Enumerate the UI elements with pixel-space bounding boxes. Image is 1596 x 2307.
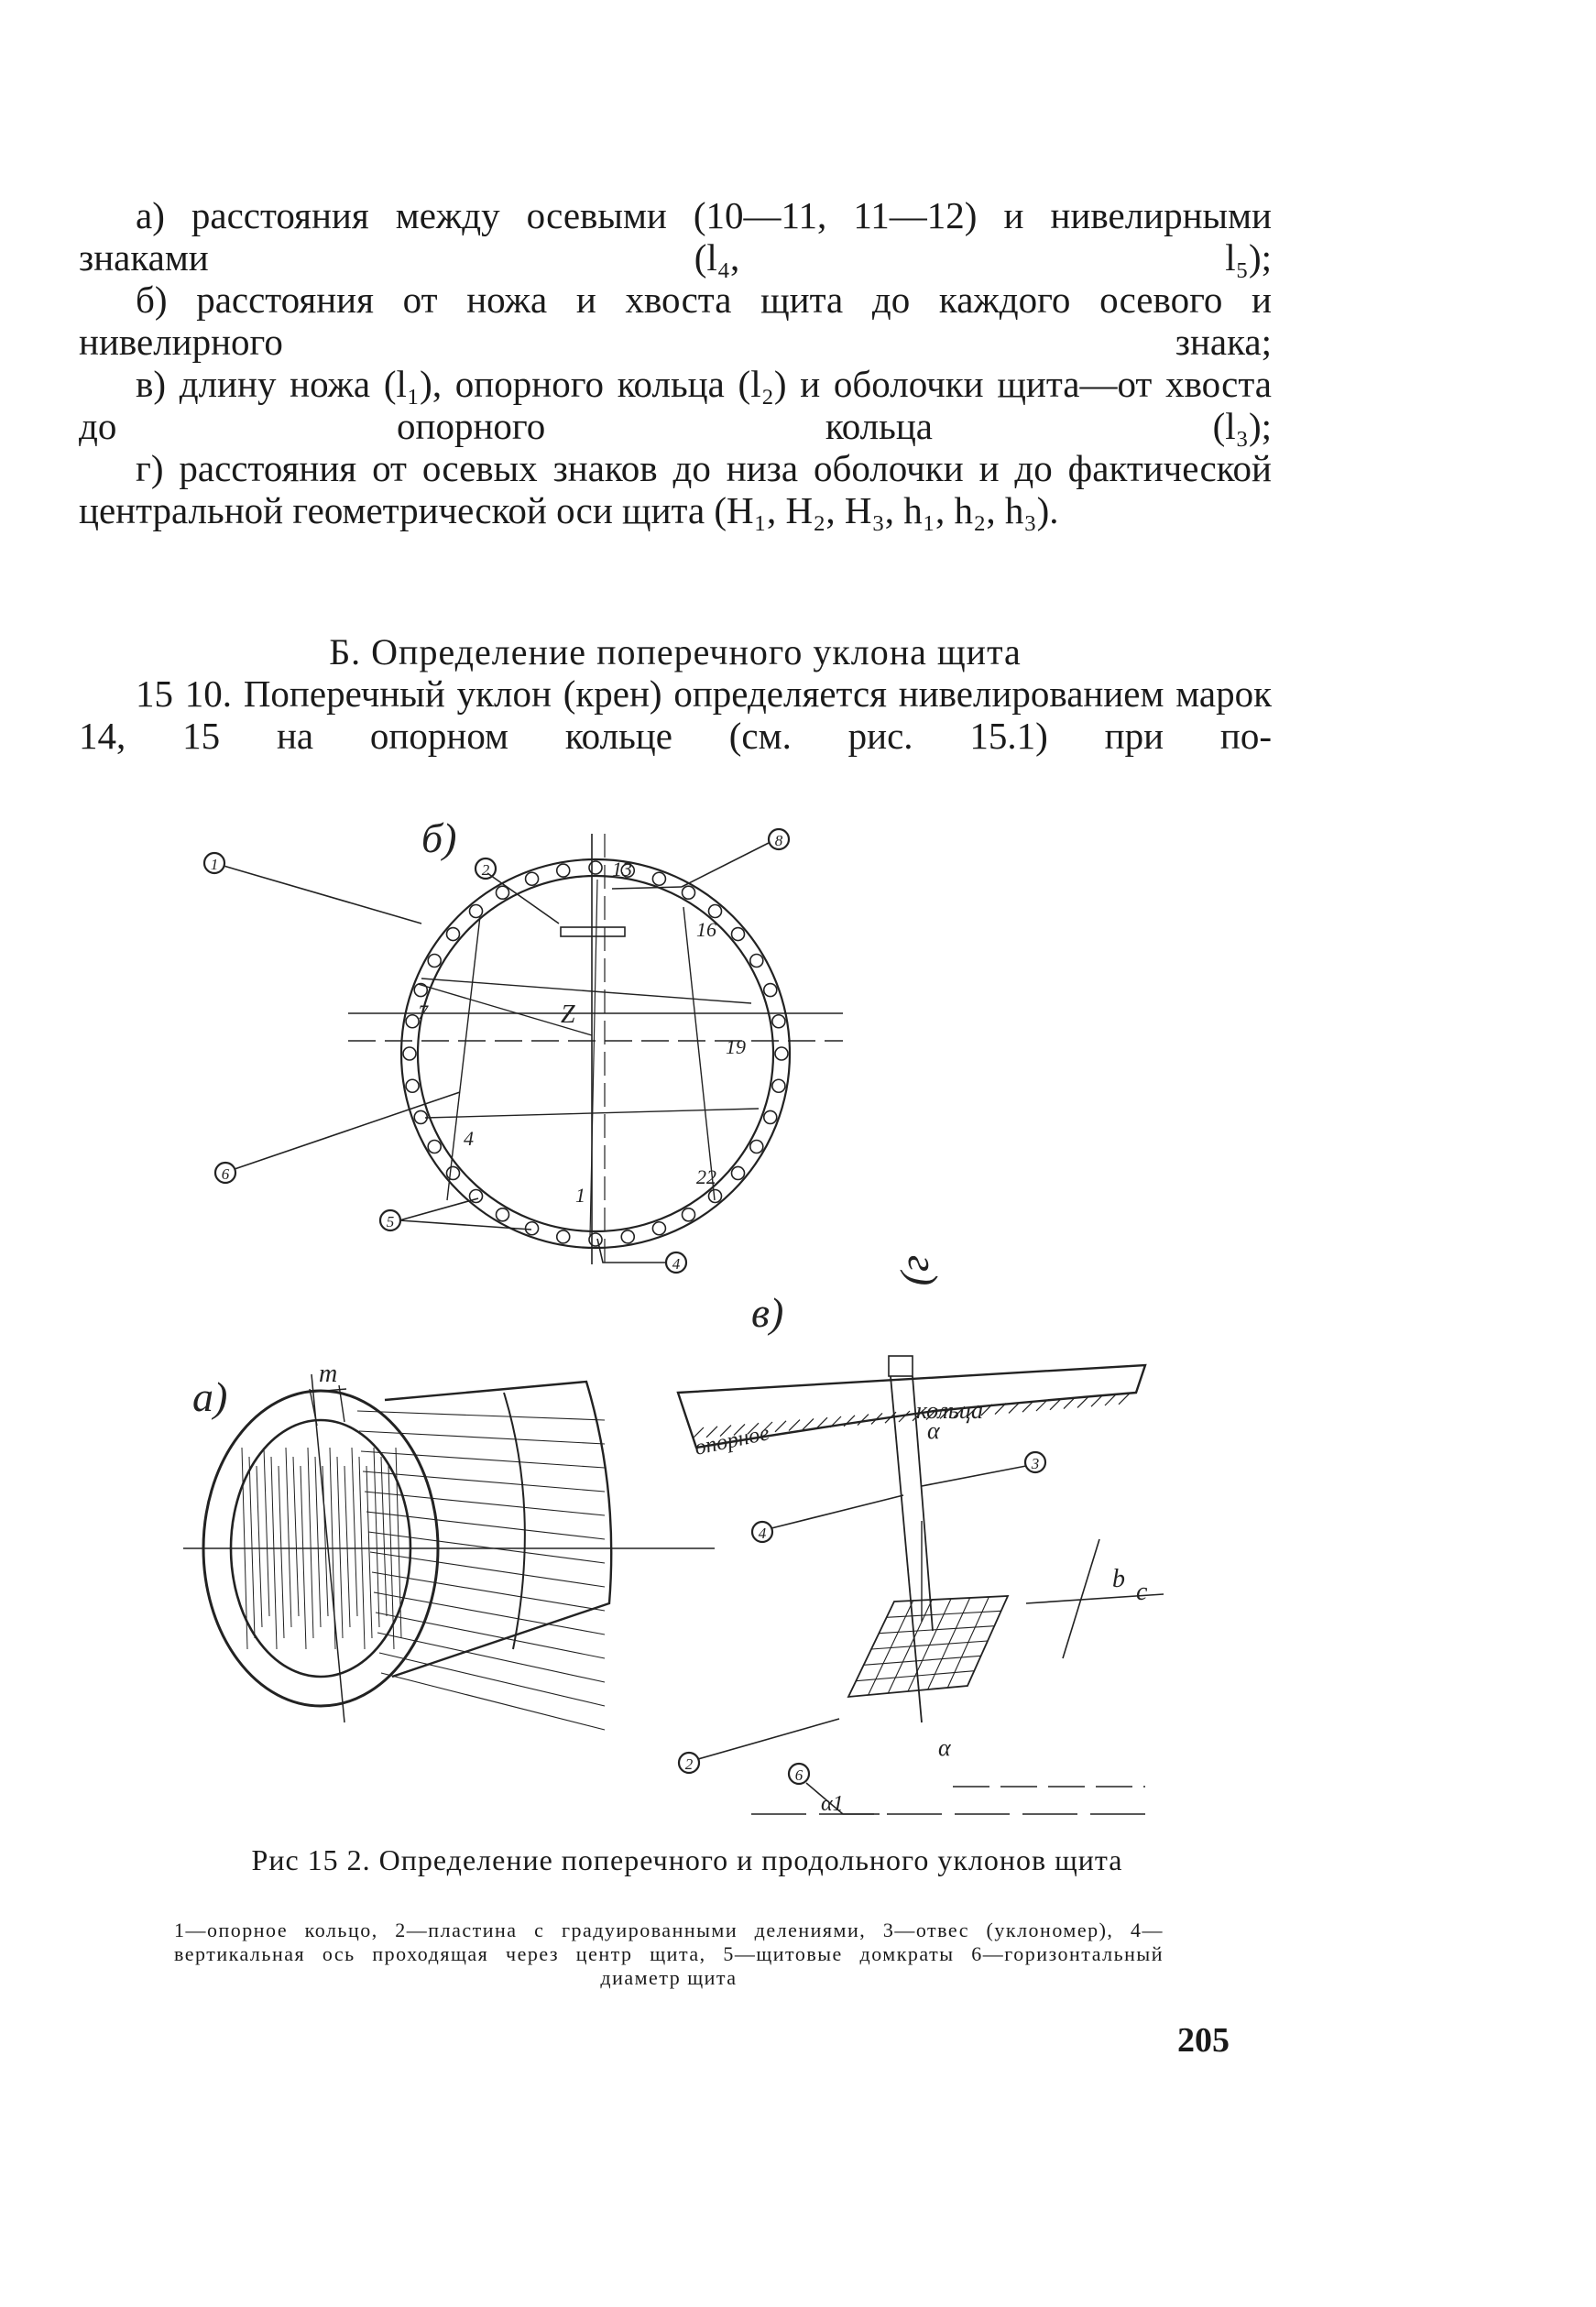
mark-22: 22 — [696, 1165, 716, 1188]
callout-8-label: 8 — [774, 832, 783, 849]
angle-c: c — [1136, 1578, 1148, 1606]
jack-circle — [683, 886, 695, 899]
figure-caption: Рис 15 2. Определение поперечного и продольного уклонов щита — [251, 1843, 1123, 1876]
drum-shading-line — [357, 1411, 605, 1420]
jack-circle — [750, 955, 763, 968]
jack-circle — [772, 1015, 785, 1028]
leader-5b — [399, 1220, 531, 1230]
callout-4v-label: 4 — [758, 1525, 767, 1542]
graduated-plate — [848, 1596, 1008, 1697]
leader-8b — [612, 887, 682, 889]
inner-hatch-line — [264, 1448, 269, 1616]
inner-hatch-line — [257, 1466, 262, 1627]
leader-2 — [487, 873, 559, 924]
alpha-1: α1 — [821, 1792, 844, 1816]
chord-right — [683, 907, 715, 1200]
inner-ring — [418, 876, 773, 1231]
inner-hatch-line — [381, 1457, 387, 1616]
inner-hatch-line — [301, 1466, 306, 1649]
inner-hatch-line — [388, 1466, 394, 1649]
callouts-v — [679, 1452, 1045, 1784]
jack-circle — [557, 864, 570, 877]
word-opornoe: опорное — [692, 1421, 772, 1460]
callout-4-label: 4 — [672, 1255, 681, 1273]
inner-hatch-line — [271, 1457, 277, 1649]
leader-6 — [235, 1092, 460, 1169]
inner-hatch-line — [293, 1457, 299, 1616]
mark-13: 13 — [612, 858, 632, 880]
inner-hatch-line — [374, 1448, 379, 1627]
alpha-top: α — [927, 1417, 940, 1444]
jack-circle — [557, 1230, 570, 1243]
jack-circle — [428, 955, 441, 968]
drum-shading-line — [374, 1592, 605, 1635]
list-item-a: а) расстояния между осевыми (10—11, 11—12) и нивелирными знаками (l₄, l₅); — [79, 194, 1272, 279]
inner-hatch-line — [315, 1457, 321, 1627]
callout-5-label: 5 — [386, 1213, 395, 1230]
drum-shading-line — [361, 1451, 605, 1468]
jack-circle — [621, 1230, 634, 1243]
leader-8 — [682, 843, 769, 887]
paragraph-15-10 — [79, 672, 1272, 757]
jack-circle — [764, 984, 777, 997]
inner-hatch-line — [359, 1457, 365, 1649]
list-item-v: в) длину ножа (l₁), опорного кольца (l₂) и оболочки щита—от хвоста до опорного кольца (l₃); — [79, 363, 1272, 447]
jack-circle — [446, 1166, 459, 1179]
panel-label-a: а) — [192, 1373, 228, 1420]
jack-circle — [526, 872, 539, 885]
jack-circle — [497, 1208, 509, 1221]
inner-hatch-line — [249, 1457, 255, 1638]
mark-7: 7 — [418, 1000, 428, 1023]
jack-circle — [764, 1110, 777, 1123]
chord-left — [447, 916, 480, 1200]
drum-shading-line — [379, 1653, 605, 1706]
drum-shading — [357, 1411, 605, 1730]
callout-6v-label: 6 — [794, 1766, 803, 1784]
drum-shading-line — [359, 1431, 605, 1444]
leader-1 — [224, 866, 421, 924]
jack-circle — [406, 1079, 419, 1092]
drum-shading-line — [370, 1552, 605, 1587]
mark-16: 16 — [696, 918, 716, 941]
inner-hatch-line — [286, 1448, 291, 1627]
plate-grid-row — [864, 1656, 981, 1665]
list-item-b: б) расстояния от ножа и хвоста щита до каждого осевого и нивелирного знака; — [79, 279, 1272, 363]
jack-circle — [708, 904, 721, 917]
jack-circle — [652, 872, 665, 885]
callout-1-label: 1 — [210, 856, 219, 873]
ring-hatch-line — [775, 1421, 786, 1432]
figure-15-2 — [147, 806, 1228, 1825]
panel-label-b: б) — [421, 815, 457, 861]
measurement-list — [79, 194, 1272, 531]
drum-shading-line — [368, 1532, 605, 1563]
figure-legend: 1—опорное кольцо, 2—пластина с градуированными делениями, 3—отвес (уклономер), 4—вертикальная ось проходящая через центр щита, 5—щитовые домкраты 6—горизонтальный диаметр щита — [174, 1919, 1164, 1989]
rod-top — [889, 1356, 913, 1376]
jack-circle — [589, 1233, 602, 1246]
section-heading: Б. Определение поперечного уклона щита — [329, 631, 1022, 672]
angle-b: b — [1112, 1565, 1125, 1593]
inner-hatch-line — [308, 1448, 313, 1638]
plate-grid — [856, 1597, 1000, 1695]
jack-circle — [526, 1222, 539, 1235]
jack-circle — [772, 1079, 785, 1092]
inner-hatch-line — [337, 1457, 343, 1638]
jack-circle — [775, 1047, 788, 1060]
callout-2v-label: 2 — [684, 1755, 694, 1773]
jack-circle — [497, 886, 509, 899]
leader-4v — [771, 1495, 903, 1528]
drum-shading-line — [366, 1512, 605, 1539]
jack-circle — [683, 1208, 695, 1221]
ring-hatch-line — [789, 1420, 800, 1431]
callout-3-label: 3 — [1031, 1455, 1040, 1472]
jack-circle — [732, 1166, 745, 1179]
inner-hatch-line — [352, 1448, 357, 1616]
jack-circle — [446, 928, 459, 941]
inner-hatch-line — [344, 1466, 350, 1627]
drum-shading-line — [377, 1633, 605, 1682]
list-item-g: г) расстояния от осевых знаков до низа оболочки и до фактической центральной геометрической оси щита (H₁, H₂, H₃, h₁, h₂, h₃). — [79, 447, 1272, 531]
panel-a-drawing — [183, 1360, 715, 1730]
panel-label-v: в) — [751, 1289, 784, 1336]
plate-2 — [561, 927, 625, 936]
drum-seam — [504, 1393, 525, 1649]
jack-circle — [750, 1141, 763, 1154]
leader-2v — [698, 1719, 839, 1759]
ring-hatch-line — [803, 1418, 814, 1429]
jack-circle — [403, 1047, 416, 1060]
alpha-bottom: α — [938, 1734, 951, 1761]
mark-19: 19 — [726, 1035, 746, 1058]
callout-2-label: 2 — [481, 861, 490, 879]
mark-4: 4 — [464, 1127, 474, 1150]
paragraph-text: 15 10. Поперечный уклон (крен) определяется нивелированием марок 14, 15 на опорном кольце (см. рис. 15.1) при по- — [79, 672, 1272, 757]
ring-hatch-line — [844, 1416, 855, 1427]
callout-6-label: 6 — [221, 1165, 230, 1183]
m-ext-2 — [339, 1385, 344, 1422]
leader-3 — [922, 1466, 1026, 1486]
panel-label-g: г) — [900, 1255, 946, 1286]
jack-circle — [652, 1222, 665, 1235]
drum-shading-line — [365, 1492, 605, 1515]
inner-hatch-line — [279, 1466, 284, 1638]
mark-1: 1 — [575, 1184, 585, 1207]
panel-b-drawing — [204, 815, 843, 1273]
center-label: Z — [561, 1000, 575, 1029]
word-koltsa: кольца — [916, 1397, 984, 1424]
plate-grid-col — [928, 1598, 970, 1689]
dim-m: m — [319, 1360, 338, 1388]
leader-5a — [399, 1198, 478, 1220]
jack-circle — [732, 928, 745, 941]
jack-circle — [708, 1190, 721, 1203]
jack-circle — [406, 1015, 419, 1028]
panel-v-drawing — [678, 1289, 1164, 1816]
jack-circle — [470, 904, 483, 917]
plate-grid-row — [856, 1671, 974, 1681]
page-number: 205 — [1177, 2021, 1230, 2060]
plate-grid-col — [947, 1597, 989, 1688]
jack-circle — [589, 861, 602, 874]
jack-circle — [428, 1141, 441, 1154]
drum-shading-line — [381, 1673, 605, 1730]
